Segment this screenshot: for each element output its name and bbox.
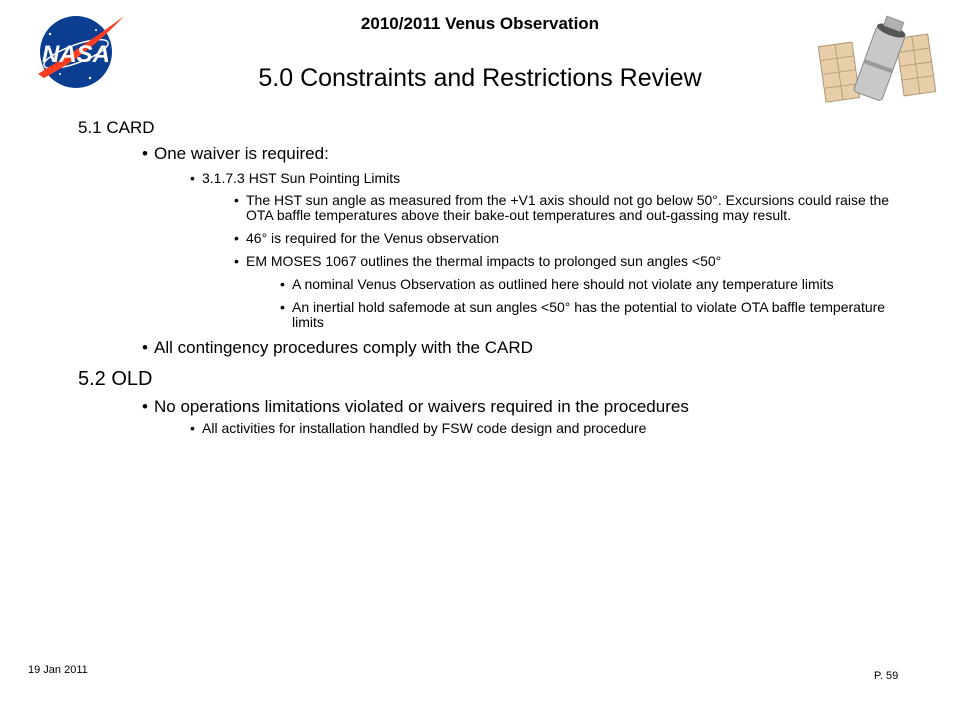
header-title: 2010/2011 Venus Observation: [360, 14, 600, 33]
bullet-no-limitations: • No operations limitations violated or waivers required in the procedures: [154, 397, 898, 417]
slide-title: 5.0 Constraints and Restrictions Review: [258, 64, 702, 92]
bullet-contingency: • All contingency procedures comply with the CARD: [154, 338, 898, 358]
slide-content: [78, 118, 898, 443]
bullet-moses-1067: • EM MOSES 1067 outlines the thermal impacts to prolonged sun angles <50°: [246, 254, 898, 269]
section-heading-card: 5.1 CARD: [78, 118, 155, 137]
hubble-telescope-image: [818, 14, 938, 106]
page-number: P. 59: [874, 670, 899, 682]
section-heading-old: 5.2 OLD: [78, 368, 153, 390]
bullet-waiver: • One waiver is required:: [154, 144, 898, 164]
bullet-venus-angle: • 46° is required for the Venus observation: [246, 231, 898, 246]
footer-date: 19 Jan 2011: [28, 664, 88, 676]
bullet-safemode: • An inertial hold safemode at sun angles <50° has the potential to violate OTA baffle temperature limits: [292, 300, 898, 330]
bullet-sun-angle-detail: • The HST sun angle as measured from the +V1 axis should not go below 50°. Excursions could raise the OTA baffle temperatures above their bake-out temperatures and out-gassing may result.: [246, 193, 898, 223]
bullet-fsw-activities: • All activities for installation handled by FSW code design and procedure: [202, 420, 898, 436]
bullet-sun-pointing-limits: • 3.1.7.3 HST Sun Pointing Limits: [202, 170, 898, 186]
nasa-logo-text: NASA: [41, 41, 111, 68]
bullet-nominal-observation: • A nominal Venus Observation as outlined here should not violate any temperature limits: [292, 277, 898, 292]
